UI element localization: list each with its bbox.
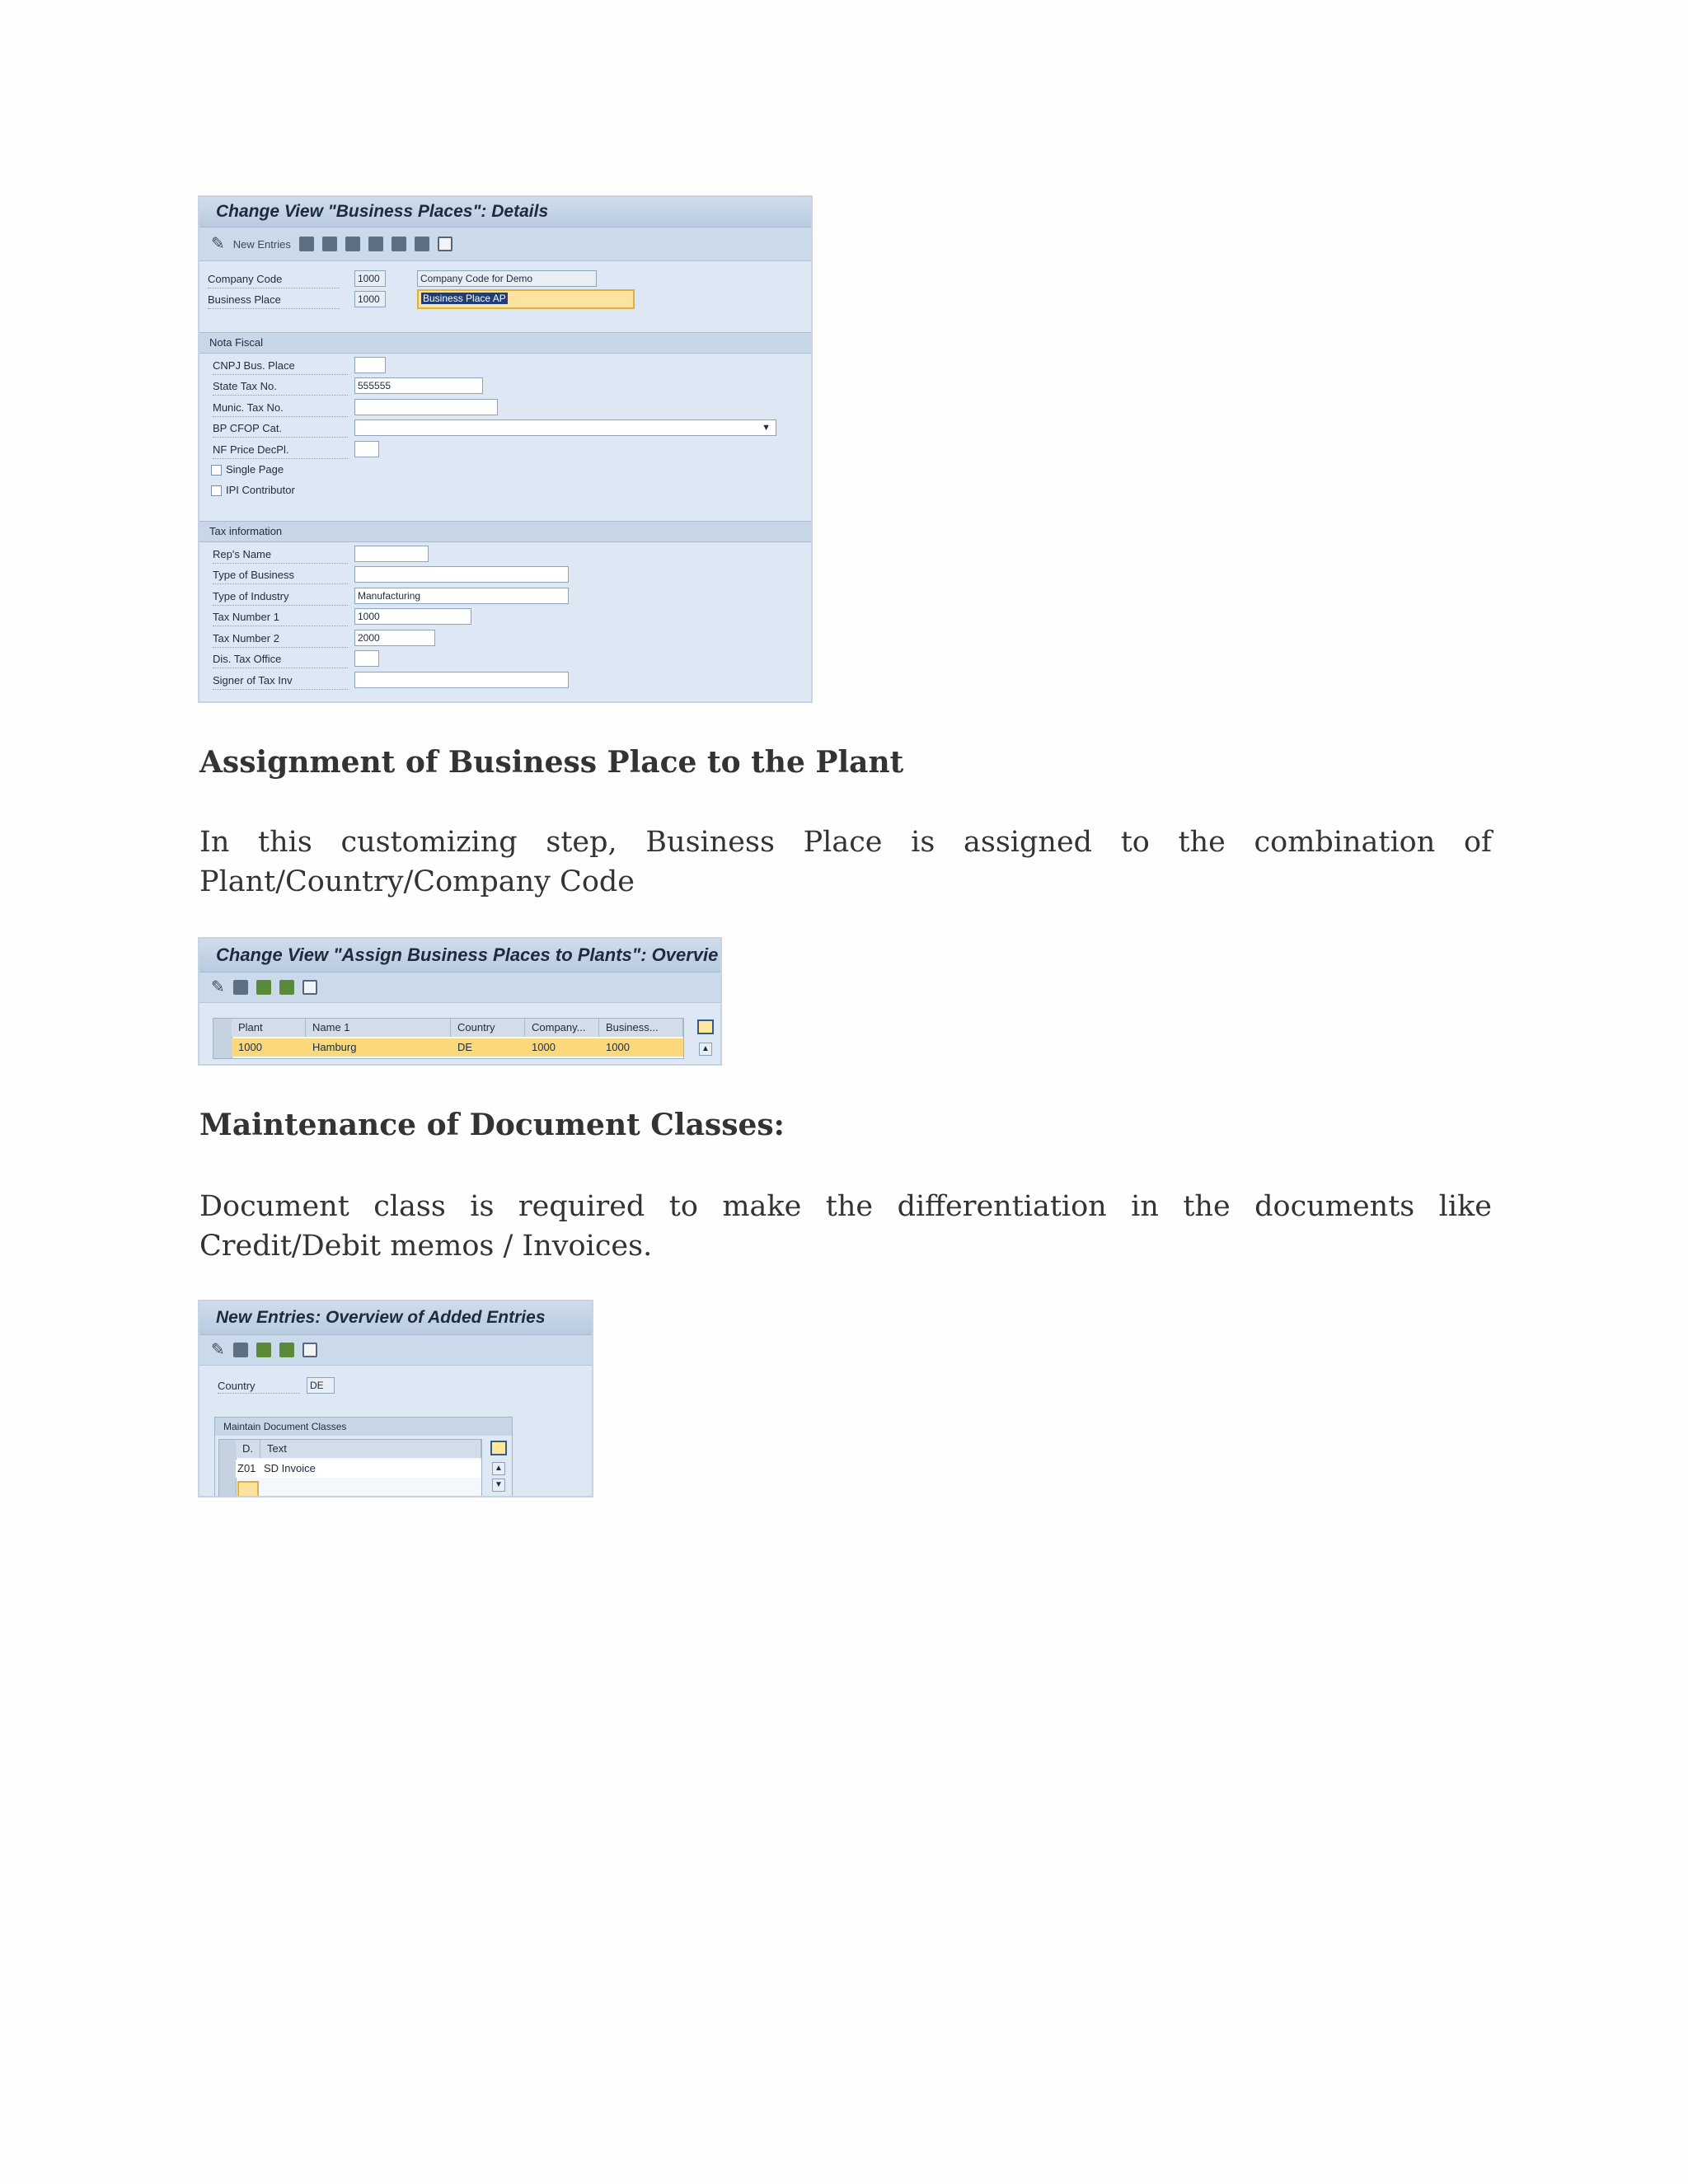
document-classes-table	[218, 1439, 482, 1497]
state-tax-label: State Tax No.	[213, 378, 348, 396]
cell-text: SD Invoice	[264, 1462, 316, 1474]
column-header-name[interactable]: Name 1	[306, 1019, 451, 1037]
column-header-class[interactable]: D.	[236, 1440, 260, 1458]
tax-number-1-field[interactable]: 1000	[354, 608, 471, 625]
state-tax-field[interactable]: 555555	[354, 377, 483, 394]
nf-price-label: NF Price DecPl.	[213, 442, 348, 459]
column-header-country[interactable]: Country	[451, 1019, 525, 1037]
cell-name: Hamburg	[312, 1041, 357, 1053]
cnpj-field[interactable]	[354, 357, 386, 373]
edit-icon[interactable]: ✎	[211, 235, 225, 253]
cell-class: Z01	[237, 1462, 256, 1474]
business-place-field[interactable]: 1000	[354, 291, 386, 307]
munic-tax-field[interactable]	[354, 399, 498, 415]
reps-name-field[interactable]	[354, 546, 429, 562]
company-code-field[interactable]: 1000	[354, 270, 386, 287]
delete-icon[interactable]	[233, 1343, 248, 1357]
type-business-field[interactable]	[354, 566, 569, 583]
type-business-label: Type of Business	[213, 567, 348, 584]
copy-icon[interactable]	[299, 237, 314, 251]
munic-tax-label: Munic. Tax No.	[213, 400, 348, 417]
previous-entry-icon[interactable]	[256, 1343, 271, 1357]
bp-cfop-label: BP CFOP Cat.	[213, 420, 348, 438]
select-all-icon[interactable]	[415, 237, 429, 251]
cell-plant: 1000	[238, 1041, 262, 1053]
table-settings-icon[interactable]	[697, 1019, 714, 1034]
window-title: New Entries: Overview of Added Entries	[199, 1301, 592, 1335]
column-header-plant[interactable]: Plant	[232, 1019, 306, 1037]
type-industry-field[interactable]: Manufacturing	[354, 588, 569, 604]
cell-business: 1000	[606, 1041, 630, 1053]
assignment-table	[213, 1018, 684, 1059]
table-settings-icon[interactable]	[490, 1441, 507, 1455]
assign-business-places-screenshot	[198, 937, 722, 1066]
dis-tax-office-field[interactable]	[354, 650, 379, 667]
ipi-contributor-checkbox[interactable]	[211, 485, 222, 496]
column-header-business[interactable]: Business...	[599, 1019, 683, 1037]
undo-icon[interactable]	[345, 237, 360, 251]
nf-price-field[interactable]	[354, 441, 379, 457]
bp-cfop-select[interactable]	[354, 419, 776, 436]
type-industry-label: Type of Industry	[213, 588, 348, 606]
single-page-label: Single Page	[226, 463, 284, 476]
row-selector-column[interactable]	[219, 1440, 237, 1497]
tax-number-1-label: Tax Number 1	[213, 609, 348, 626]
nota-fiscal-header: Nota Fiscal	[199, 332, 811, 354]
document-icon[interactable]	[302, 980, 317, 995]
window-title: Change View "Business Places": Details	[199, 197, 811, 227]
cell-country: DE	[457, 1041, 473, 1053]
business-places-details-screenshot	[198, 195, 813, 703]
scroll-up-icon[interactable]: ▲	[699, 1043, 712, 1056]
edit-icon[interactable]: ✎	[211, 1341, 225, 1359]
document-classes-heading: Maintenance of Document Classes:	[199, 1108, 785, 1142]
table-row[interactable]	[236, 1460, 481, 1478]
next-entry-icon[interactable]	[279, 980, 294, 995]
country-field[interactable]: DE	[307, 1377, 335, 1394]
tax-number-2-label: Tax Number 2	[213, 630, 348, 648]
previous-entry-icon[interactable]	[256, 980, 271, 995]
assignment-paragraph: In this customizing step, Business Place is assigned to the combination of Plant/Country/Company Code	[199, 826, 1492, 898]
new-entries-button[interactable]: New Entries	[232, 237, 291, 251]
chevron-down-icon[interactable]: ▼	[762, 423, 771, 433]
scroll-up-icon[interactable]: ▲	[492, 1462, 505, 1475]
group-header: Maintain Document Classes	[215, 1418, 512, 1436]
document-classes-paragraph: Document class is required to make the differentiation in the documents like Credit/Debit memos / Invoices.	[199, 1190, 1492, 1263]
table-row[interactable]	[232, 1038, 683, 1057]
row-selector-column[interactable]	[213, 1019, 232, 1058]
new-entry-input[interactable]	[237, 1481, 259, 1497]
reps-name-label: Rep's Name	[213, 546, 348, 564]
ipi-contributor-label: IPI Contributor	[226, 484, 295, 496]
window-title: Change View "Assign Business Places to Plants": Overvie	[199, 939, 720, 972]
toolbar	[199, 1335, 592, 1366]
column-header-text[interactable]: Text	[260, 1440, 481, 1458]
selected-text: Business Place AP	[423, 293, 506, 304]
business-place-description-input[interactable]	[417, 289, 635, 309]
document-icon[interactable]	[302, 1343, 317, 1357]
scroll-down-icon[interactable]: ▼	[492, 1479, 505, 1492]
new-entries-screenshot	[198, 1300, 593, 1497]
document-classes-group	[214, 1417, 513, 1497]
assignment-heading: Assignment of Business Place to the Plant	[199, 745, 904, 780]
country-label: Country	[218, 1380, 300, 1394]
cell-company: 1000	[532, 1041, 556, 1053]
single-page-checkbox[interactable]	[211, 465, 222, 476]
next-entry-icon[interactable]	[279, 1343, 294, 1357]
undo-icon[interactable]	[233, 980, 248, 995]
cnpj-label: CNPJ Bus. Place	[213, 358, 348, 375]
signer-label: Signer of Tax Inv	[213, 673, 348, 690]
dis-tax-office-label: Dis. Tax Office	[213, 651, 348, 668]
signer-field[interactable]	[354, 672, 569, 688]
tax-information-header: Tax information	[199, 521, 811, 542]
next-entry-icon[interactable]	[392, 237, 406, 251]
toolbar	[199, 972, 720, 1003]
delete-icon[interactable]	[322, 237, 337, 251]
business-place-label: Business Place	[208, 292, 340, 309]
toolbar	[199, 227, 811, 261]
company-code-description: Company Code for Demo	[417, 270, 597, 287]
edit-icon[interactable]: ✎	[211, 978, 225, 996]
column-header-company[interactable]: Company...	[525, 1019, 599, 1037]
tax-number-2-field[interactable]: 2000	[354, 630, 435, 646]
document-icon[interactable]	[438, 237, 452, 251]
previous-entry-icon[interactable]	[368, 237, 383, 251]
company-code-label: Company Code	[208, 271, 340, 288]
